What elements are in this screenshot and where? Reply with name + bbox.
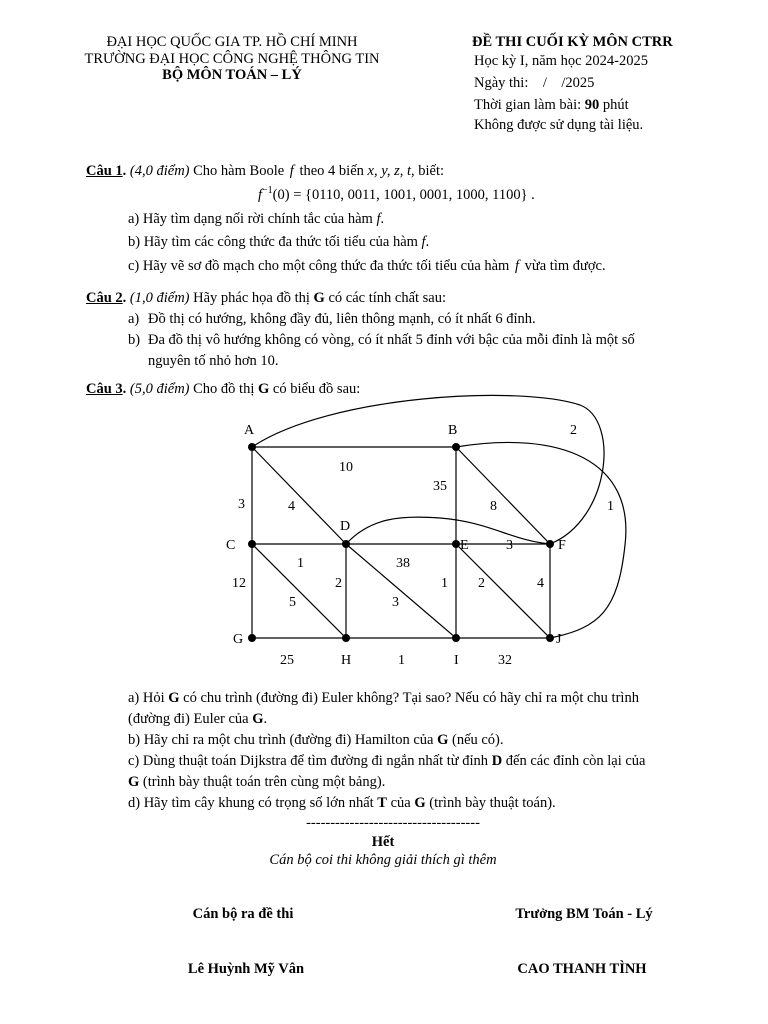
q3-points: (5,0 điểm) [129, 381, 190, 397]
vertex-B [452, 443, 460, 451]
vertex-label-D: D [340, 519, 351, 534]
edge-EJ [456, 544, 550, 638]
weight-DI: 3 [392, 595, 399, 610]
edge-AD [252, 447, 346, 544]
weight-BF: 8 [490, 499, 497, 514]
q1-points: (4,0 điểm) [129, 163, 190, 179]
q1c-f: f [514, 258, 519, 274]
weight-DF: 3 [506, 538, 513, 553]
weight-AD: 4 [288, 499, 295, 514]
q3-g: G [258, 381, 270, 397]
edge-AF-curve [252, 395, 604, 544]
end-text: Hết [371, 834, 395, 850]
weight-GH: 25 [280, 653, 294, 668]
q1-vars: x, y, z, t [367, 163, 412, 179]
q3a-1b: có chu trình (đường đi) Euler không? Tại sao? Nếu có hãy chỉ ra một chu trình [183, 690, 639, 706]
q1-f: f [289, 163, 294, 179]
q3-part-c-line1 [128, 753, 646, 770]
q3a-1a: a) Hỏi [128, 690, 165, 706]
vertex-E [452, 540, 460, 548]
weight-CG: 12 [232, 576, 246, 591]
q3-part-d [128, 795, 556, 812]
q1-intro-c: , biết: [411, 163, 445, 179]
left-title-text: Cán bộ ra đề thi [192, 906, 294, 922]
q3c-1b: đến các đỉnh còn lại của [505, 753, 646, 769]
no-materials-note: Không được sử dụng tài liệu. [474, 117, 644, 133]
q2-points: (1,0 điểm) [129, 290, 190, 306]
vertex-H [342, 634, 350, 642]
formula-rest: (0) = {0110, 0011, 1001, 0001, 1000, 1100} . [272, 186, 535, 203]
weight-BE: 35 [433, 479, 447, 494]
q1a-text: a) Hãy tìm dạng nối rời chính tắc của hàm [128, 211, 373, 227]
weight-CD: 1 [297, 556, 304, 571]
duration-label: Thời gian làm bài: [474, 97, 585, 113]
q1-label-dot: . [122, 163, 127, 179]
q2-part-b-line2: nguyên tố nhỏ hơn 10. [148, 353, 279, 369]
q1a-end: . [380, 211, 385, 227]
q2-g: G [313, 290, 325, 306]
q2-label-dot: . [122, 290, 127, 306]
vertex-label-F: F [558, 538, 566, 553]
q1a-f: f [376, 211, 381, 227]
vertex-J [546, 634, 554, 642]
q1b-f: f [421, 234, 426, 250]
q3-label-dot: . [122, 381, 127, 397]
exam-title: ĐỀ THI CUỐI KỲ MÔN CTRR [472, 34, 673, 50]
vertex-label-H: H [341, 653, 352, 668]
q1-intro-a: Cho hàm Boole [193, 163, 285, 179]
vertex-label-A: A [244, 423, 255, 438]
q2-intro-a: Hãy phác họa đồ thị [193, 290, 310, 306]
university-name: ĐẠI HỌC QUỐC GIA TP. HỒ CHÍ MINH [106, 34, 358, 50]
q3-label: Câu 3 [86, 381, 123, 397]
weight-AF: 2 [570, 423, 577, 438]
duration-value: 90 [584, 97, 600, 113]
department-name: BỘ MÔN TOÁN – LÝ [162, 67, 302, 84]
q3a-2a: (đường đi) Euler của [128, 711, 249, 727]
semester: Học kỳ I, năm học 2024-2025 [474, 53, 648, 69]
vertex-F [546, 540, 554, 548]
vertex-label-C: C [226, 538, 236, 553]
vertex-label-E: E [460, 538, 469, 553]
q2-label: Câu 2 [86, 290, 123, 306]
edge-BF [456, 447, 550, 544]
q3d-c: (trình bày thuật toán). [429, 795, 556, 811]
weight-DE: 38 [396, 556, 410, 571]
q2-intro-b: có các tính chất sau: [328, 290, 447, 306]
q3c-d: D [491, 753, 503, 769]
weight-CH: 5 [289, 595, 296, 610]
weight-IJ: 32 [498, 653, 512, 668]
vertex-label-I: I [454, 653, 459, 668]
q3a-g2: G [252, 711, 264, 727]
weight-HI: 1 [398, 653, 405, 668]
q1c-end: vừa tìm được. [524, 258, 606, 274]
q3b-a: b) Hãy chỉ ra một chu trình (đường đi) Hamilton của [128, 732, 434, 748]
q3b-g: G [437, 732, 449, 748]
weight-DH: 2 [335, 576, 342, 591]
weight-EJ: 2 [478, 576, 485, 591]
q3c-1a: c) Dùng thuật toán Dijkstra để tìm đường đi ngắn nhất từ đỉnh [128, 753, 489, 769]
vertex-C [248, 540, 256, 548]
q1b-text: b) Hãy tìm các công thức đa thức tối tiểu của hàm [128, 234, 418, 250]
weight-BJ: 1 [607, 499, 614, 514]
edge-BJ-curve [456, 442, 626, 638]
formula-sup: −1 [262, 185, 273, 196]
q3d-b: của [390, 795, 411, 811]
q1-label: Câu 1 [86, 163, 123, 179]
school-name: TRƯỜNG ĐẠI HỌC CÔNG NGHỆ THÔNG TIN [84, 50, 380, 67]
vertex-D [342, 540, 350, 548]
formula-f: f [258, 186, 263, 203]
q1-intro-b: theo 4 biến [299, 163, 364, 179]
q1b-end: . [425, 234, 430, 250]
vertex-label-G: G [233, 632, 244, 647]
q3c-2b: (trình bày thuật toán trên cùng một bảng). [142, 774, 386, 790]
weight-AB: 10 [339, 460, 353, 475]
exam-date: Ngày thi: / /2025 [474, 75, 595, 91]
q3d-t: T [377, 795, 387, 811]
q2-part-a-marker: a) [128, 311, 140, 327]
q3a-2b: . [263, 711, 268, 727]
edge-DF-curve [346, 517, 550, 544]
duration-unit: phút [599, 97, 629, 113]
q2-part-b-marker: b) [128, 332, 141, 348]
q3-part-a-line2 [128, 711, 267, 728]
q3-part-a-line1 [128, 690, 639, 707]
right-title-text: Trưởng BM Toán - Lý [515, 906, 653, 922]
q2-part-a-text: Đồ thị có hướng, không đầy đủ, liên thông mạnh, có ít nhất 6 đỉnh. [148, 311, 536, 327]
vertex-I [452, 634, 460, 642]
weight-EI: 1 [441, 576, 448, 591]
vertex-label-B: B [448, 423, 458, 438]
q3d-a: d) Hãy tìm cây khung có trọng số lớn nhất [128, 795, 374, 811]
left-name-text: Lê Huỳnh Mỹ Vân [187, 961, 305, 977]
vertex-labels [226, 423, 566, 668]
q3a-g1: G [168, 690, 180, 706]
q3c-g: G [128, 774, 140, 790]
weight-AC: 3 [238, 497, 245, 512]
right-name-text: CAO THANH TÌNH [517, 961, 647, 977]
q2-part-b-line1: Đa đồ thị vô hướng không có vòng, có ít nhất 5 đỉnh với bậc của mỗi đỉnh là một số [148, 332, 635, 348]
vertex-A [248, 443, 256, 451]
vertex-label-J: J [556, 632, 562, 647]
q3-part-b [128, 732, 504, 749]
vertex-G [248, 634, 256, 642]
proctor-note-text: Cán bộ coi thi không giải thích gì thêm [269, 852, 497, 868]
q3-intro-a: Cho đồ thị [193, 381, 255, 397]
q3d-g: G [414, 795, 426, 811]
weight-FJ: 4 [537, 576, 544, 591]
q3b-b: (nếu có). [451, 732, 504, 748]
q3-part-c-line2 [128, 774, 385, 791]
q1c-text: c) Hãy vẽ sơ đồ mạch cho một công thức đa thức tối tiểu của hàm [128, 258, 510, 274]
separator-text: ------------------------------------ [306, 815, 480, 831]
q3-intro-b: có biểu đồ sau: [272, 381, 361, 397]
